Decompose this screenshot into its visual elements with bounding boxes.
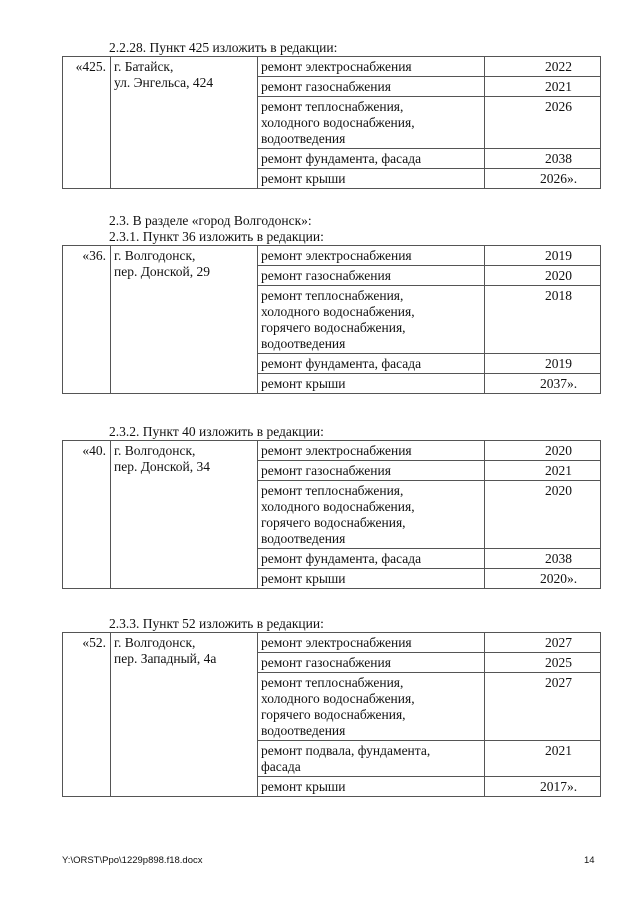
item-number: «425. bbox=[75, 59, 106, 74]
work-type-line: ремонт теплоснабжения, bbox=[261, 483, 404, 498]
section-1 bbox=[62, 40, 597, 189]
work-type-line: ремонт крыши bbox=[261, 779, 346, 794]
year-cell bbox=[485, 481, 601, 549]
table-row bbox=[63, 246, 601, 266]
work-type-line: ремонт газоснабжения bbox=[261, 79, 391, 94]
work-type-cell bbox=[258, 633, 485, 653]
address-line: г. Волгодонск, bbox=[114, 443, 196, 458]
year-cell bbox=[485, 97, 601, 149]
year-cell bbox=[485, 149, 601, 169]
work-type-line: горячего водоснабжения, bbox=[261, 515, 406, 530]
work-type-line: ремонт фундамента, фасада bbox=[261, 551, 422, 566]
record-table bbox=[62, 440, 601, 589]
item-number-cell bbox=[63, 57, 111, 189]
work-type-line: ремонт электроснабжения bbox=[261, 248, 412, 263]
year-value: 2027 bbox=[545, 675, 572, 690]
year-value: 2021 bbox=[545, 79, 572, 94]
address-cell bbox=[111, 633, 258, 797]
year-cell bbox=[485, 169, 601, 189]
work-type-line: ремонт теплоснабжения, bbox=[261, 288, 404, 303]
section-4 bbox=[62, 616, 597, 797]
work-type-cell bbox=[258, 441, 485, 461]
work-type-cell bbox=[258, 673, 485, 741]
year-cell bbox=[485, 653, 601, 673]
work-type-line: фасада bbox=[261, 759, 301, 774]
year-value: 2026 bbox=[545, 99, 572, 114]
address-line: пер. Западный, 4а bbox=[114, 651, 217, 666]
item-number-cell bbox=[63, 441, 111, 589]
year-value: 2022 bbox=[545, 59, 572, 74]
year-value: 2018 bbox=[545, 288, 572, 303]
work-type-line: ремонт теплоснабжения, bbox=[261, 675, 404, 690]
work-type-cell bbox=[258, 354, 485, 374]
year-value: 2019 bbox=[545, 248, 572, 263]
footer-page-number: 14 bbox=[584, 855, 595, 866]
item-number-cell bbox=[63, 633, 111, 797]
work-type-line: холодного водоснабжения, bbox=[261, 691, 415, 706]
work-type-cell bbox=[258, 569, 485, 589]
year-cell bbox=[485, 266, 601, 286]
item-number: «40. bbox=[82, 443, 106, 458]
year-cell bbox=[485, 673, 601, 741]
year-value: 2020 bbox=[545, 443, 572, 458]
work-type-line: холодного водоснабжения, bbox=[261, 304, 415, 319]
year-value: 2025 bbox=[545, 655, 572, 670]
work-type-cell bbox=[258, 266, 485, 286]
work-type-cell bbox=[258, 741, 485, 777]
work-type-line: ремонт фундамента, фасада bbox=[261, 356, 422, 371]
work-type-line: ремонт электроснабжения bbox=[261, 59, 412, 74]
year-cell bbox=[485, 569, 601, 589]
year-cell bbox=[485, 77, 601, 97]
work-type-cell bbox=[258, 286, 485, 354]
work-type-line: водоотведения bbox=[261, 531, 346, 546]
work-type-line: ремонт крыши bbox=[261, 376, 346, 391]
year-value: 2027 bbox=[545, 635, 572, 650]
year-cell bbox=[485, 633, 601, 653]
year-value: 2026». bbox=[539, 171, 578, 186]
item-number-cell bbox=[63, 246, 111, 394]
address-line: г. Волгодонск, bbox=[114, 248, 196, 263]
table-row bbox=[63, 441, 601, 461]
address-line: ул. Энгельса, 424 bbox=[114, 75, 214, 90]
year-cell bbox=[485, 286, 601, 354]
section-3 bbox=[62, 424, 597, 589]
year-cell bbox=[485, 461, 601, 481]
work-type-cell bbox=[258, 57, 485, 77]
table-row bbox=[63, 633, 601, 653]
year-cell bbox=[485, 441, 601, 461]
address-cell bbox=[111, 441, 258, 589]
work-type-line: водоотведения bbox=[261, 723, 346, 738]
work-type-cell bbox=[258, 374, 485, 394]
work-type-line: холодного водоснабжения, bbox=[261, 115, 415, 130]
work-type-cell bbox=[258, 246, 485, 266]
record-table bbox=[62, 56, 601, 189]
item-number: «52. bbox=[82, 635, 106, 650]
work-type-cell bbox=[258, 97, 485, 149]
year-value: 2017». bbox=[539, 779, 578, 794]
table-row bbox=[63, 57, 601, 77]
address-cell bbox=[111, 57, 258, 189]
work-type-line: ремонт газоснабжения bbox=[261, 268, 391, 283]
address-line: г. Волгодонск, bbox=[114, 635, 196, 650]
work-type-line: ремонт крыши bbox=[261, 171, 346, 186]
work-type-cell bbox=[258, 149, 485, 169]
section-heading: 2.2.28. Пункт 425 изложить в редакции: bbox=[109, 40, 338, 55]
record-table bbox=[62, 245, 601, 394]
address-cell bbox=[111, 246, 258, 394]
section-heading: 2.3.1. Пункт 36 изложить в редакции: bbox=[109, 229, 324, 244]
year-cell bbox=[485, 549, 601, 569]
work-type-line: ремонт электроснабжения bbox=[261, 635, 412, 650]
work-type-cell bbox=[258, 77, 485, 97]
year-cell bbox=[485, 354, 601, 374]
work-type-cell bbox=[258, 653, 485, 673]
item-number: «36. bbox=[82, 248, 106, 263]
work-type-line: водоотведения bbox=[261, 131, 346, 146]
work-type-line: ремонт электроснабжения bbox=[261, 443, 412, 458]
work-type-line: ремонт крыши bbox=[261, 571, 346, 586]
year-value: 2021 bbox=[545, 743, 572, 758]
section-heading: 2.3.2. Пункт 40 изложить в редакции: bbox=[109, 424, 324, 439]
work-type-cell bbox=[258, 777, 485, 797]
work-type-line: водоотведения bbox=[261, 336, 346, 351]
section-heading: 2.3. В разделе «город Волгодонск»: bbox=[109, 213, 312, 228]
year-cell bbox=[485, 374, 601, 394]
year-cell bbox=[485, 777, 601, 797]
work-type-cell bbox=[258, 481, 485, 549]
address-line: г. Батайск, bbox=[114, 59, 174, 74]
year-value: 2038 bbox=[545, 151, 572, 166]
section-heading: 2.3.3. Пункт 52 изложить в редакции: bbox=[109, 616, 324, 631]
year-cell bbox=[485, 741, 601, 777]
year-value: 2020 bbox=[545, 483, 572, 498]
year-value: 2037». bbox=[539, 376, 578, 391]
work-type-line: горячего водоснабжения, bbox=[261, 320, 406, 335]
work-type-line: ремонт газоснабжения bbox=[261, 655, 391, 670]
work-type-cell bbox=[258, 461, 485, 481]
record-table bbox=[62, 632, 601, 797]
year-value: 2021 bbox=[545, 463, 572, 478]
work-type-line: ремонт подвала, фундамента, bbox=[261, 743, 431, 758]
year-value: 2038 bbox=[545, 551, 572, 566]
work-type-line: горячего водоснабжения, bbox=[261, 707, 406, 722]
work-type-cell bbox=[258, 169, 485, 189]
footer-path: Y:\ORST\Ppo\1229p898.f18.docx bbox=[62, 855, 203, 866]
year-cell bbox=[485, 57, 601, 77]
address-line: пер. Донской, 29 bbox=[114, 264, 210, 279]
work-type-cell bbox=[258, 549, 485, 569]
work-type-line: ремонт теплоснабжения, bbox=[261, 99, 404, 114]
year-value: 2019 bbox=[545, 356, 572, 371]
year-value: 2020 bbox=[545, 268, 572, 283]
work-type-line: ремонт газоснабжения bbox=[261, 463, 391, 478]
work-type-line: ремонт фундамента, фасада bbox=[261, 151, 422, 166]
year-value: 2020». bbox=[539, 571, 578, 586]
section-2 bbox=[62, 213, 597, 394]
work-type-line: холодного водоснабжения, bbox=[261, 499, 415, 514]
address-line: пер. Донской, 34 bbox=[114, 459, 210, 474]
year-cell bbox=[485, 246, 601, 266]
